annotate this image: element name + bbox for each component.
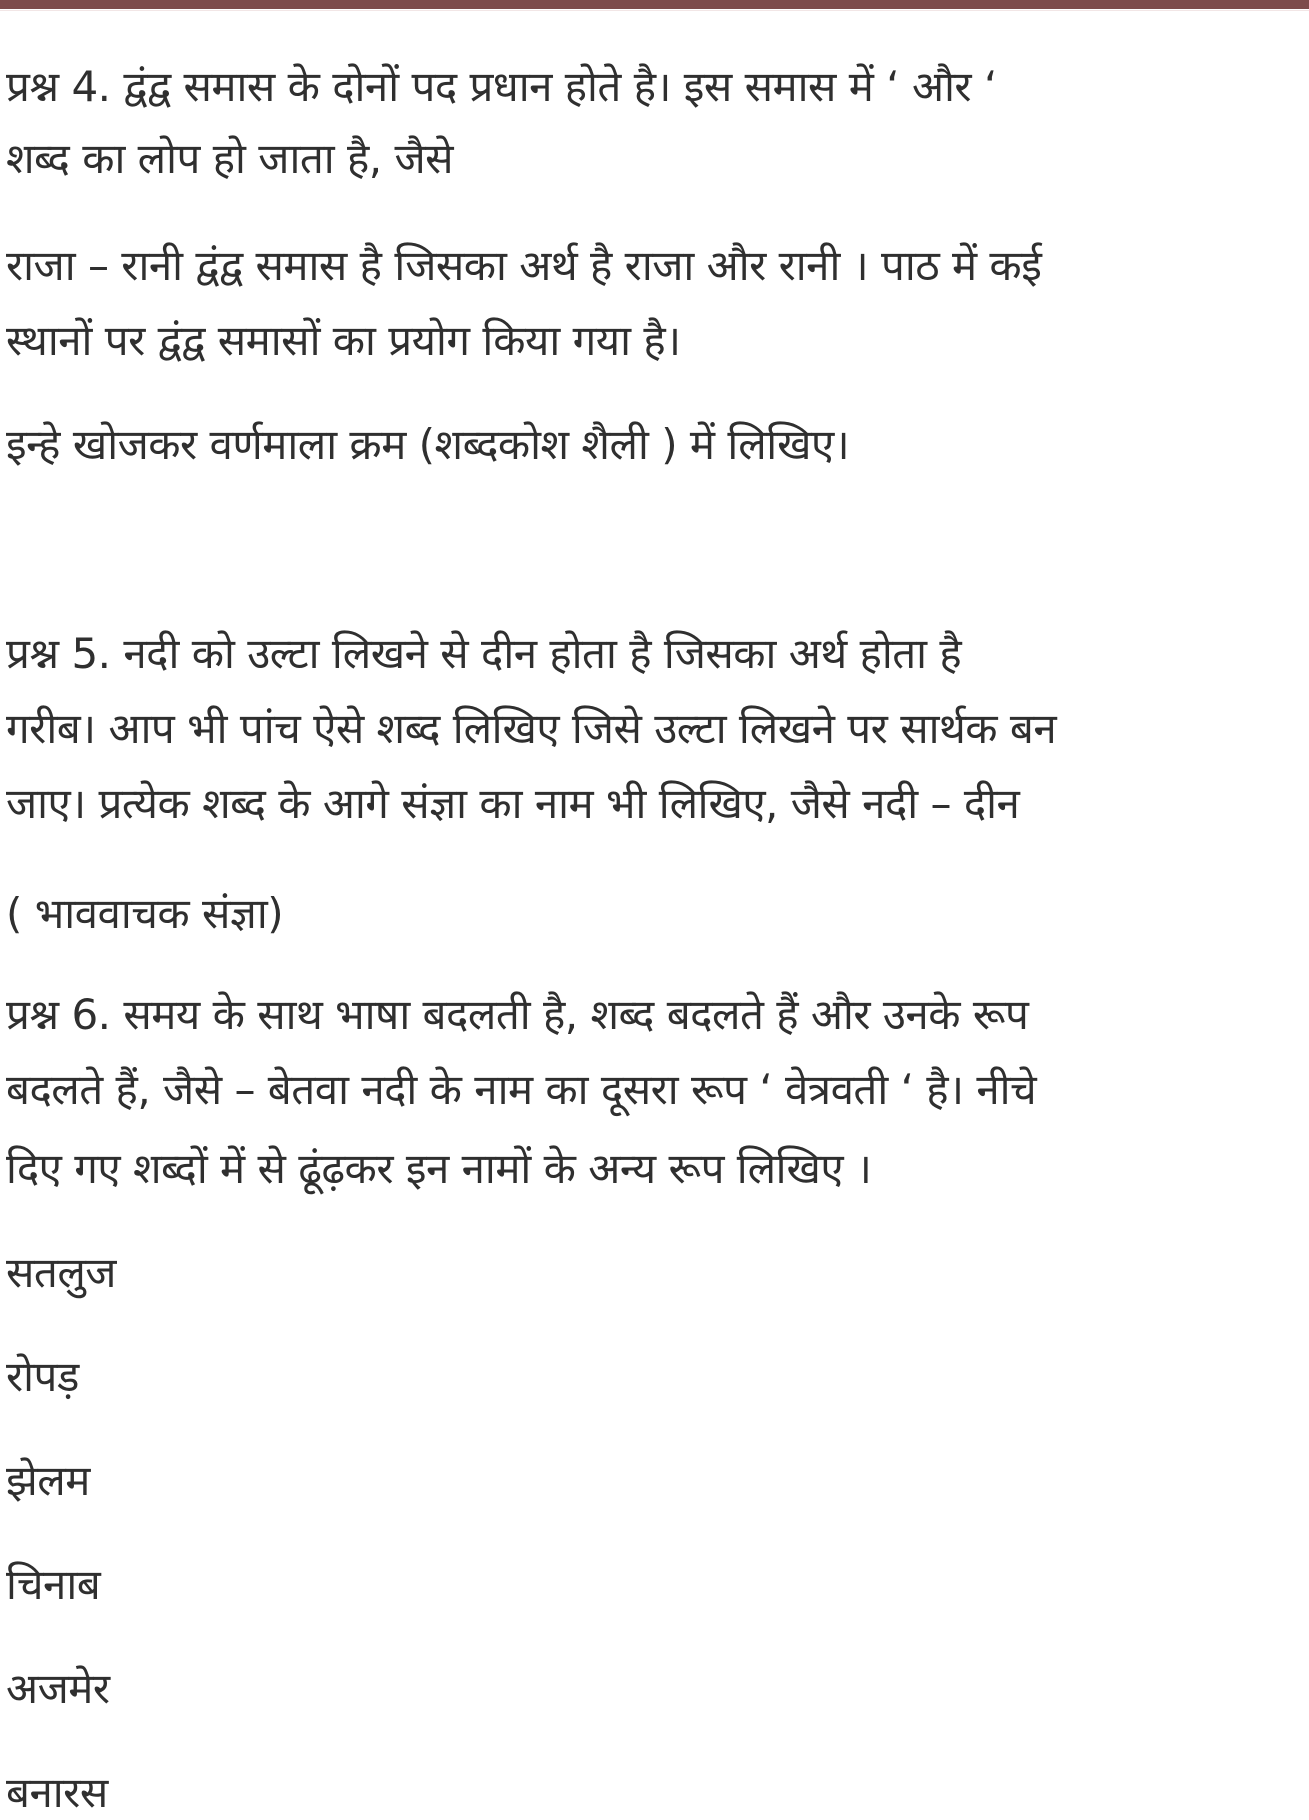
word-item: चिनाब bbox=[6, 1560, 101, 1609]
q4-line: स्थानों पर द्वंद्व समासों का प्रयोग किया गया है। bbox=[6, 316, 681, 365]
q4-line: इन्हे खोजकर वर्णमाला क्रम (शब्दकोश शैली ) में लिखिए। bbox=[6, 420, 850, 469]
word-item: बनारस bbox=[6, 1768, 108, 1817]
word-item: अजमेर bbox=[6, 1664, 110, 1713]
word-item: झेलम bbox=[6, 1456, 90, 1505]
word-item: रोपड़ bbox=[6, 1352, 79, 1401]
divider bbox=[0, 10, 1309, 11]
word-item: सतलुज bbox=[6, 1248, 116, 1297]
q4-line: राजा – रानी द्वंद्व समास है जिसका अर्थ है राजा और रानी । पाठ में कई bbox=[6, 241, 1042, 290]
q4-line: प्रश्न 4. द्वंद्व समास के दोनों पद प्रधान होते है। इस समास में ‘ और ‘ bbox=[6, 62, 997, 111]
q5-line: जाए। प्रत्येक शब्द के आगे संज्ञा का नाम भी लिखिए, जैसे नदी – दीन bbox=[6, 779, 1020, 828]
q5-line: गरीब। आप भी पांच ऐसे शब्द लिखिए जिसे उल्टा लिखने पर सार्थक बन bbox=[6, 704, 1057, 753]
q6-line: बदलते हैं, जैसे – बेतवा नदी के नाम का दूसरा रूप ‘ वेत्रवती ‘ है। नीचे bbox=[6, 1065, 1037, 1114]
q4-line: शब्द का लोप हो जाता है, जैसे bbox=[6, 134, 454, 183]
q6-line: प्रश्न 6. समय के साथ भाषा बदलती है, शब्द बदलते हैं और उनके रूप bbox=[6, 990, 1029, 1039]
q5-line: प्रश्न 5. नदी को उल्टा लिखने से दीन होता है जिसका अर्थ होता है bbox=[6, 629, 962, 678]
top-accent-bar bbox=[0, 0, 1309, 9]
q5-line: ( भाववाचक संज्ञा) bbox=[6, 889, 284, 938]
q6-line: दिए गए शब्दों में से ढूंढ़कर इन नामों के अन्य रूप लिखिए । bbox=[6, 1144, 872, 1193]
